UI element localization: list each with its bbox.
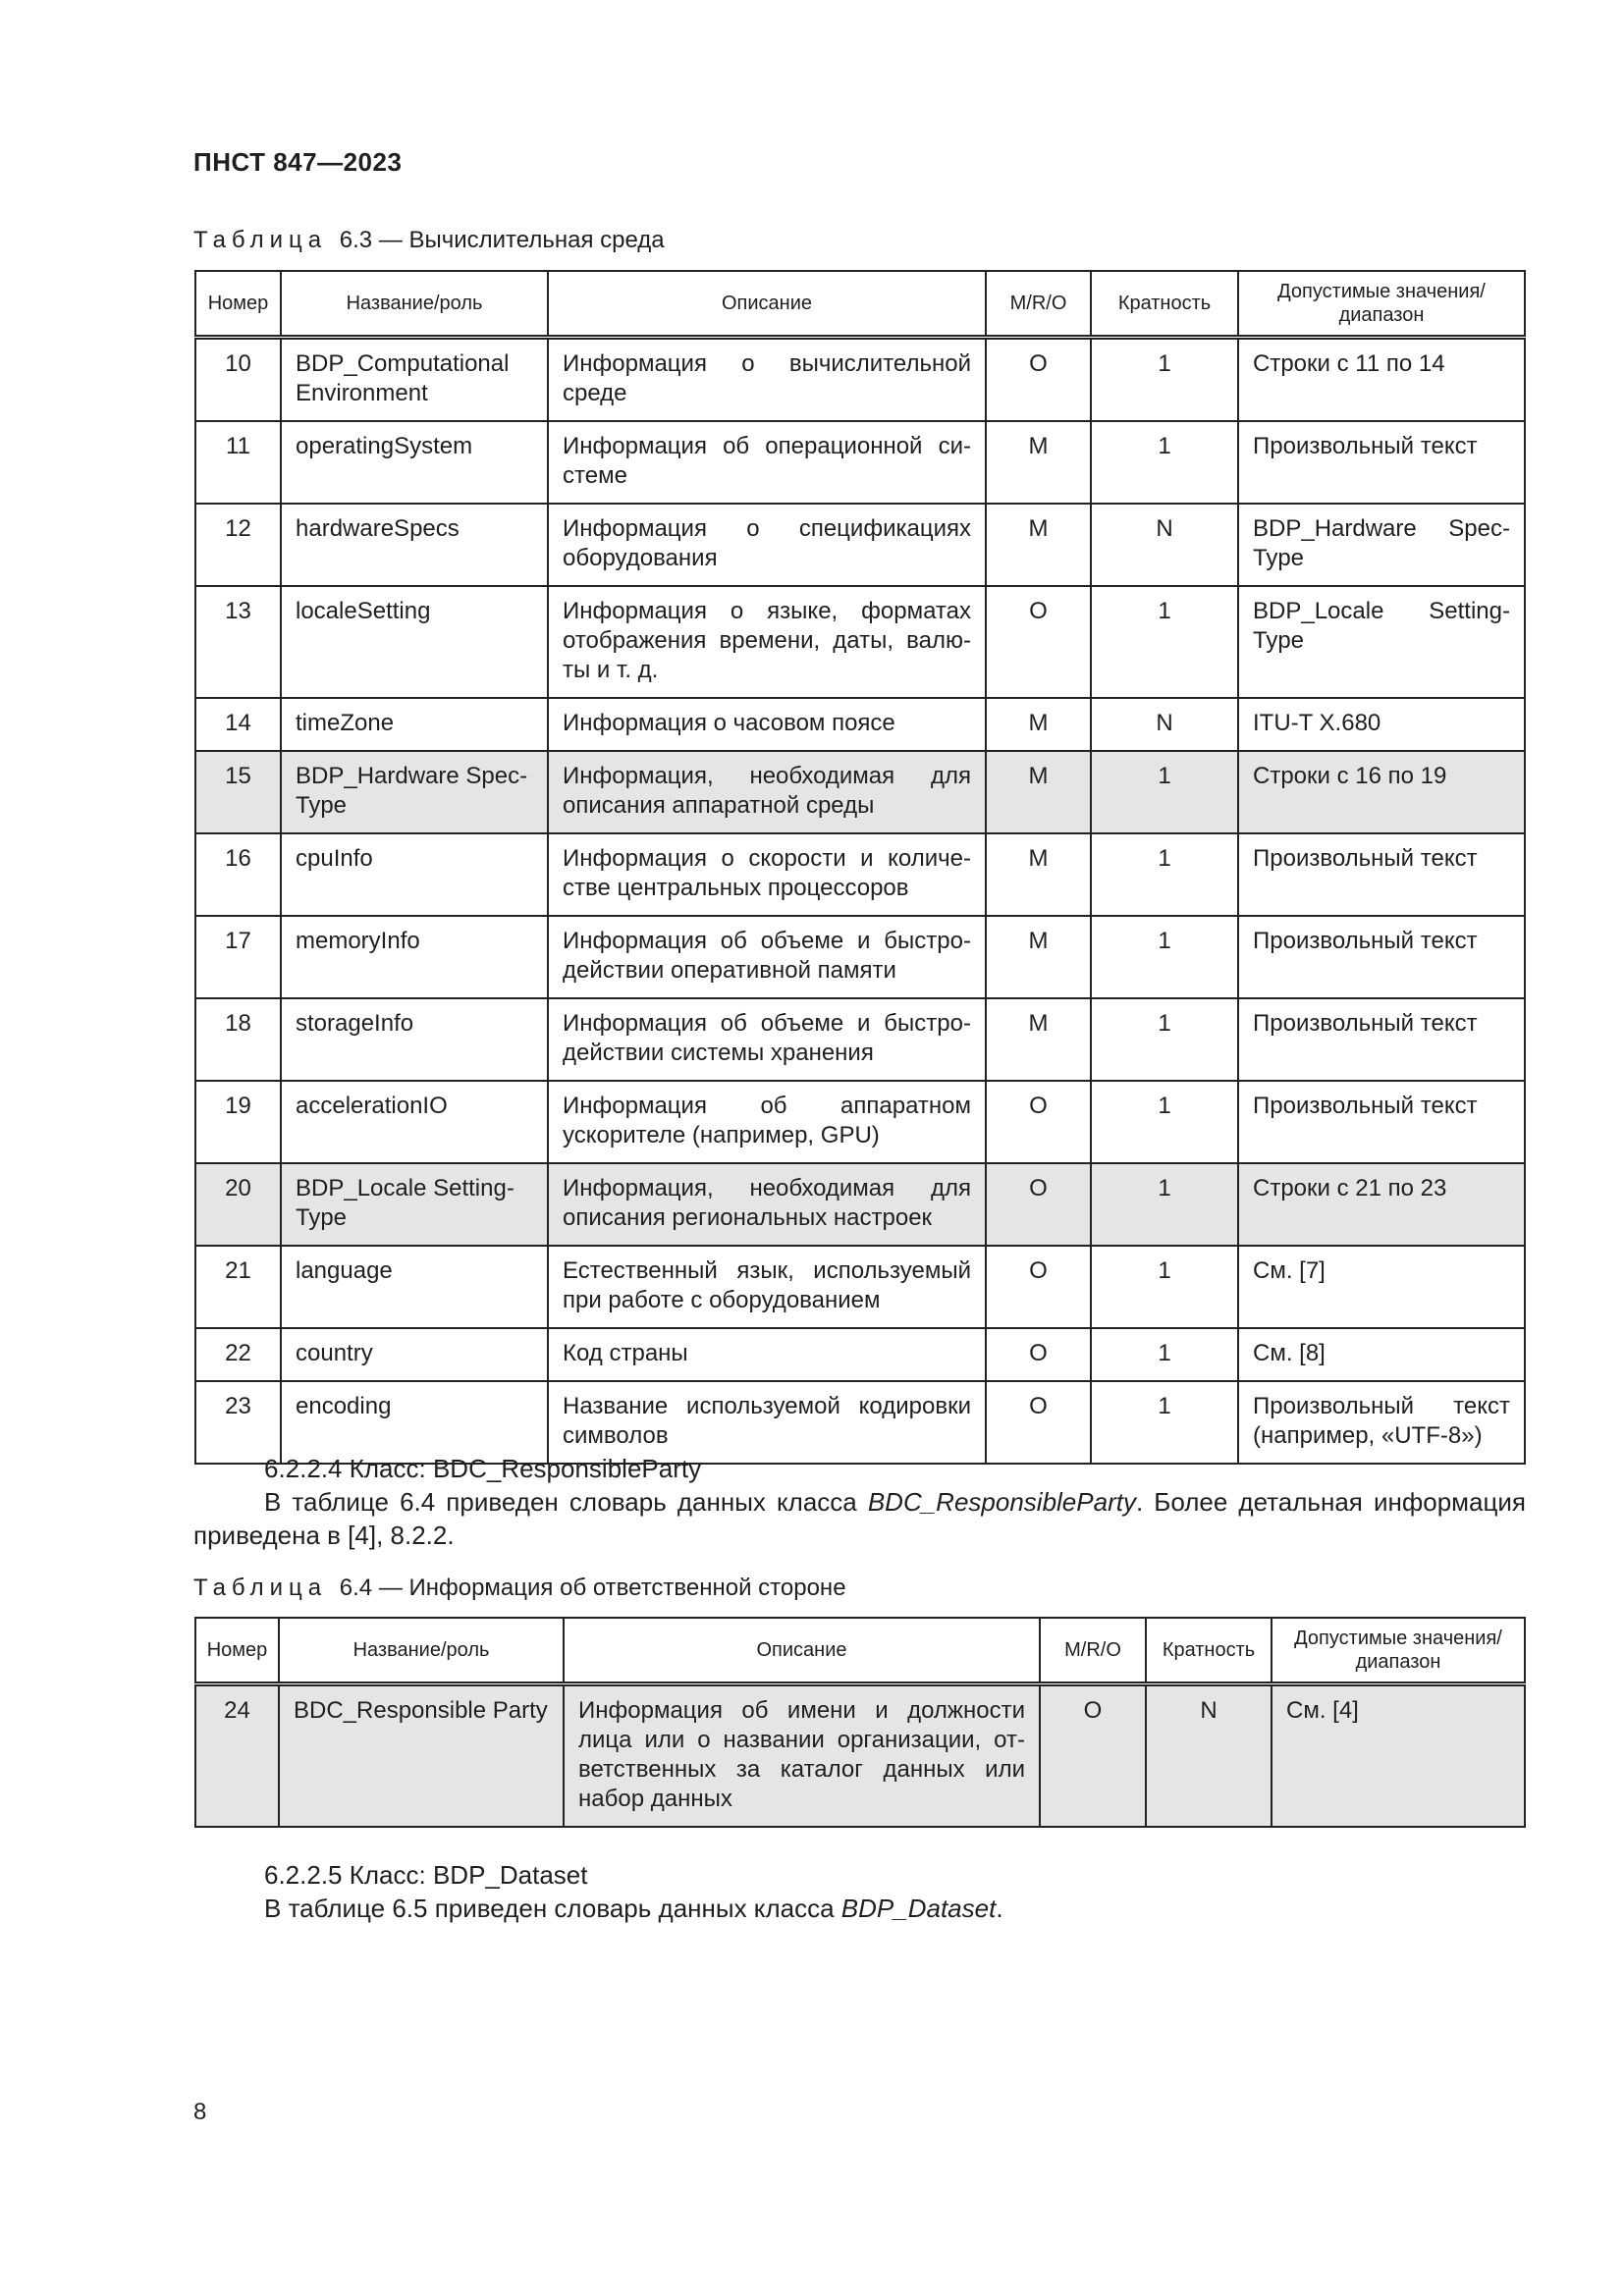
cell-number: 23 bbox=[195, 1381, 281, 1464]
cell-multiplicity: 1 bbox=[1091, 1381, 1238, 1464]
table-caption-text: 6.4 — Информация об ответственной стороне bbox=[339, 1575, 846, 1601]
cell-number: 11 bbox=[195, 421, 281, 504]
table-row bbox=[195, 421, 1525, 504]
cell-name-role: operatingSystem bbox=[281, 421, 548, 504]
table-header-row bbox=[195, 271, 1525, 338]
cell-description: Информация об имени и должности лица или о названии организации, ответственных за каталог данных или набор данных bbox=[564, 1684, 1040, 1828]
cell-mro: O bbox=[1040, 1684, 1146, 1828]
table-row bbox=[195, 916, 1525, 998]
column-header-name-role: Название/роль bbox=[281, 271, 548, 338]
cell-allowed-values: См. [4] bbox=[1272, 1684, 1525, 1828]
cell-name-role: BDC_Responsible Party bbox=[279, 1684, 564, 1828]
cell-mro: M bbox=[986, 833, 1091, 916]
column-header-allowed-values: Допустимые значения/ диапазон bbox=[1238, 271, 1525, 338]
column-header-name-role: Название/роль bbox=[279, 1618, 564, 1684]
cell-allowed-values: См. [8] bbox=[1238, 1328, 1525, 1381]
table-6-4 bbox=[194, 1617, 1526, 1828]
cell-allowed-values: Произвольный текст bbox=[1238, 833, 1525, 916]
cell-name-role: localeSetting bbox=[281, 586, 548, 698]
document-code-header: ПНСТ 847—2023 bbox=[193, 147, 403, 177]
column-header-multiplicity: Кратность bbox=[1091, 271, 1238, 338]
cell-description: Информация об объеме и быстродействии системы хранения bbox=[548, 998, 986, 1081]
cell-multiplicity: 1 bbox=[1091, 833, 1238, 916]
cell-description: Информация о спецификациях оборудования bbox=[548, 504, 986, 586]
table-6-4-caption bbox=[193, 1575, 846, 1602]
cell-number: 20 bbox=[195, 1163, 281, 1246]
cell-description: Название используемой кодировки символов bbox=[548, 1381, 986, 1464]
cell-name-role: cpuInfo bbox=[281, 833, 548, 916]
section-paragraph bbox=[193, 1892, 1526, 1925]
cell-allowed-values: Строки с 16 по 19 bbox=[1238, 751, 1525, 833]
cell-mro: O bbox=[986, 1246, 1091, 1328]
table-caption-label: Таблица bbox=[193, 1575, 328, 1601]
table-row bbox=[195, 1163, 1525, 1246]
table-6-3-caption bbox=[193, 227, 665, 254]
cell-mro: M bbox=[986, 751, 1091, 833]
table-row bbox=[195, 833, 1525, 916]
table-row bbox=[195, 338, 1525, 422]
cell-allowed-values: Строки с 11 по 14 bbox=[1238, 338, 1525, 422]
cell-name-role: BDP_Locale SettingType bbox=[281, 1163, 548, 1246]
cell-description: Информация об аппаратном ускорителе (например, GPU) bbox=[548, 1081, 986, 1163]
cell-multiplicity: 1 bbox=[1091, 421, 1238, 504]
cell-name-role: accelerationIO bbox=[281, 1081, 548, 1163]
cell-description: Информация о скорости и количестве центральных процессоров bbox=[548, 833, 986, 916]
column-header-allowed-values: Допустимые значения/диапазон bbox=[1272, 1618, 1525, 1684]
cell-description: Информация о вычислительной среде bbox=[548, 338, 986, 422]
cell-allowed-values: Произвольный текст bbox=[1238, 916, 1525, 998]
cell-allowed-values: Произвольный текст bbox=[1238, 998, 1525, 1081]
cell-multiplicity: 1 bbox=[1091, 1328, 1238, 1381]
cell-multiplicity: 1 bbox=[1091, 998, 1238, 1081]
column-header-description: Описание bbox=[564, 1618, 1040, 1684]
cell-multiplicity: 1 bbox=[1091, 1246, 1238, 1328]
cell-allowed-values: ITU-T X.680 bbox=[1238, 698, 1525, 751]
cell-allowed-values: BDP_Locale SettingType bbox=[1238, 586, 1525, 698]
cell-allowed-values: Произвольный текст (например, «UTF-8») bbox=[1238, 1381, 1525, 1464]
cell-name-role: timeZone bbox=[281, 698, 548, 751]
cell-multiplicity: 1 bbox=[1091, 916, 1238, 998]
cell-allowed-values: Произвольный текст bbox=[1238, 421, 1525, 504]
section-6-2-2-5 bbox=[193, 1858, 1526, 1925]
cell-allowed-values: Строки с 21 по 23 bbox=[1238, 1163, 1525, 1246]
cell-mro: O bbox=[986, 1328, 1091, 1381]
cell-name-role: encoding bbox=[281, 1381, 548, 1464]
cell-name-role: language bbox=[281, 1246, 548, 1328]
cell-mro: O bbox=[986, 1163, 1091, 1246]
column-header-description: Описание bbox=[548, 271, 986, 338]
column-header-multiplicity: Кратность bbox=[1146, 1618, 1272, 1684]
cell-allowed-values: Произвольный текст bbox=[1238, 1081, 1525, 1163]
column-header-mro: M/R/O bbox=[986, 271, 1091, 338]
paragraph-text-start: В таблице 6.5 приведен словарь данных класса bbox=[264, 1894, 841, 1923]
cell-mro: M bbox=[986, 916, 1091, 998]
section-heading: 6.2.2.4 Класс: BDC_ResponsibleParty bbox=[264, 1454, 702, 1483]
cell-allowed-values: BDP_Hardware SpecType bbox=[1238, 504, 1525, 586]
cell-description: Код страны bbox=[548, 1328, 986, 1381]
cell-multiplicity: 1 bbox=[1091, 586, 1238, 698]
cell-name-role: BDP_Hardware SpecType bbox=[281, 751, 548, 833]
cell-multiplicity: 1 bbox=[1091, 338, 1238, 422]
cell-description: Информация, необходимая для описания аппаратной среды bbox=[548, 751, 986, 833]
column-header-number: Номер bbox=[195, 271, 281, 338]
cell-description: Информация о языке, форматах отображения времени, даты, валюты и т. д. bbox=[548, 586, 986, 698]
table-row bbox=[195, 1328, 1525, 1381]
cell-mro: M bbox=[986, 504, 1091, 586]
column-header-number: Номер bbox=[195, 1618, 279, 1684]
cell-number: 24 bbox=[195, 1684, 279, 1828]
page-number: 8 bbox=[193, 2099, 207, 2125]
cell-multiplicity: 1 bbox=[1091, 751, 1238, 833]
cell-description: Информация об операционной системе bbox=[548, 421, 986, 504]
cell-multiplicity: N bbox=[1091, 504, 1238, 586]
cell-number: 10 bbox=[195, 338, 281, 422]
cell-multiplicity: N bbox=[1091, 698, 1238, 751]
cell-mro: O bbox=[986, 586, 1091, 698]
cell-description: Информация об объеме и быстродействии оперативной памяти bbox=[548, 916, 986, 998]
cell-number: 22 bbox=[195, 1328, 281, 1381]
table-row bbox=[195, 751, 1525, 833]
cell-number: 14 bbox=[195, 698, 281, 751]
cell-number: 15 bbox=[195, 751, 281, 833]
cell-mro: O bbox=[986, 1381, 1091, 1464]
section-6-2-2-4 bbox=[193, 1452, 1526, 1552]
table-row bbox=[195, 1684, 1525, 1828]
table-caption-label: Таблица bbox=[193, 227, 328, 253]
cell-mro: M bbox=[986, 698, 1091, 751]
class-name-italic: BDP_Dataset bbox=[840, 1894, 997, 1923]
cell-mro: O bbox=[986, 1081, 1091, 1163]
section-paragraph bbox=[193, 1485, 1526, 1552]
cell-name-role: storageInfo bbox=[281, 998, 548, 1081]
table-row bbox=[195, 504, 1525, 586]
cell-multiplicity: N bbox=[1146, 1684, 1272, 1828]
cell-multiplicity: 1 bbox=[1091, 1081, 1238, 1163]
cell-number: 12 bbox=[195, 504, 281, 586]
cell-mro: M bbox=[986, 998, 1091, 1081]
class-name-italic: BDC_ResponsibleParty bbox=[867, 1487, 1136, 1517]
table-row bbox=[195, 698, 1525, 751]
cell-mro: O bbox=[986, 338, 1091, 422]
table-row bbox=[195, 1246, 1525, 1328]
cell-name-role: BDP_Computational Environment bbox=[281, 338, 548, 422]
cell-description: Информация о часовом поясе bbox=[548, 698, 986, 751]
cell-number: 19 bbox=[195, 1081, 281, 1163]
cell-number: 18 bbox=[195, 998, 281, 1081]
paragraph-text-end: . Более детальная информация приведена в [4], 8.2.2. bbox=[193, 1487, 1526, 1550]
cell-name-role: memoryInfo bbox=[281, 916, 548, 998]
cell-number: 17 bbox=[195, 916, 281, 998]
table-row bbox=[195, 998, 1525, 1081]
table-row bbox=[195, 586, 1525, 698]
cell-number: 21 bbox=[195, 1246, 281, 1328]
paragraph-text-start: В таблице 6.4 приведен словарь данных класса bbox=[264, 1487, 868, 1517]
section-heading: 6.2.2.5 Класс: BDP_Dataset bbox=[264, 1860, 588, 1890]
cell-multiplicity: 1 bbox=[1091, 1163, 1238, 1246]
table-header-row bbox=[195, 1618, 1525, 1684]
cell-allowed-values: См. [7] bbox=[1238, 1246, 1525, 1328]
cell-number: 13 bbox=[195, 586, 281, 698]
table-6-3 bbox=[194, 270, 1526, 1465]
paragraph-text-end: . bbox=[996, 1894, 1003, 1923]
table-row bbox=[195, 1081, 1525, 1163]
column-header-mro: M/R/O bbox=[1040, 1618, 1146, 1684]
cell-name-role: country bbox=[281, 1328, 548, 1381]
cell-number: 16 bbox=[195, 833, 281, 916]
cell-description: Информация, необходимая для описания региональных настроек bbox=[548, 1163, 986, 1246]
cell-name-role: hardwareSpecs bbox=[281, 504, 548, 586]
cell-description: Естественный язык, используемый при работе с оборудованием bbox=[548, 1246, 986, 1328]
table-caption-text: 6.3 — Вычислительная среда bbox=[339, 227, 665, 253]
cell-mro: M bbox=[986, 421, 1091, 504]
